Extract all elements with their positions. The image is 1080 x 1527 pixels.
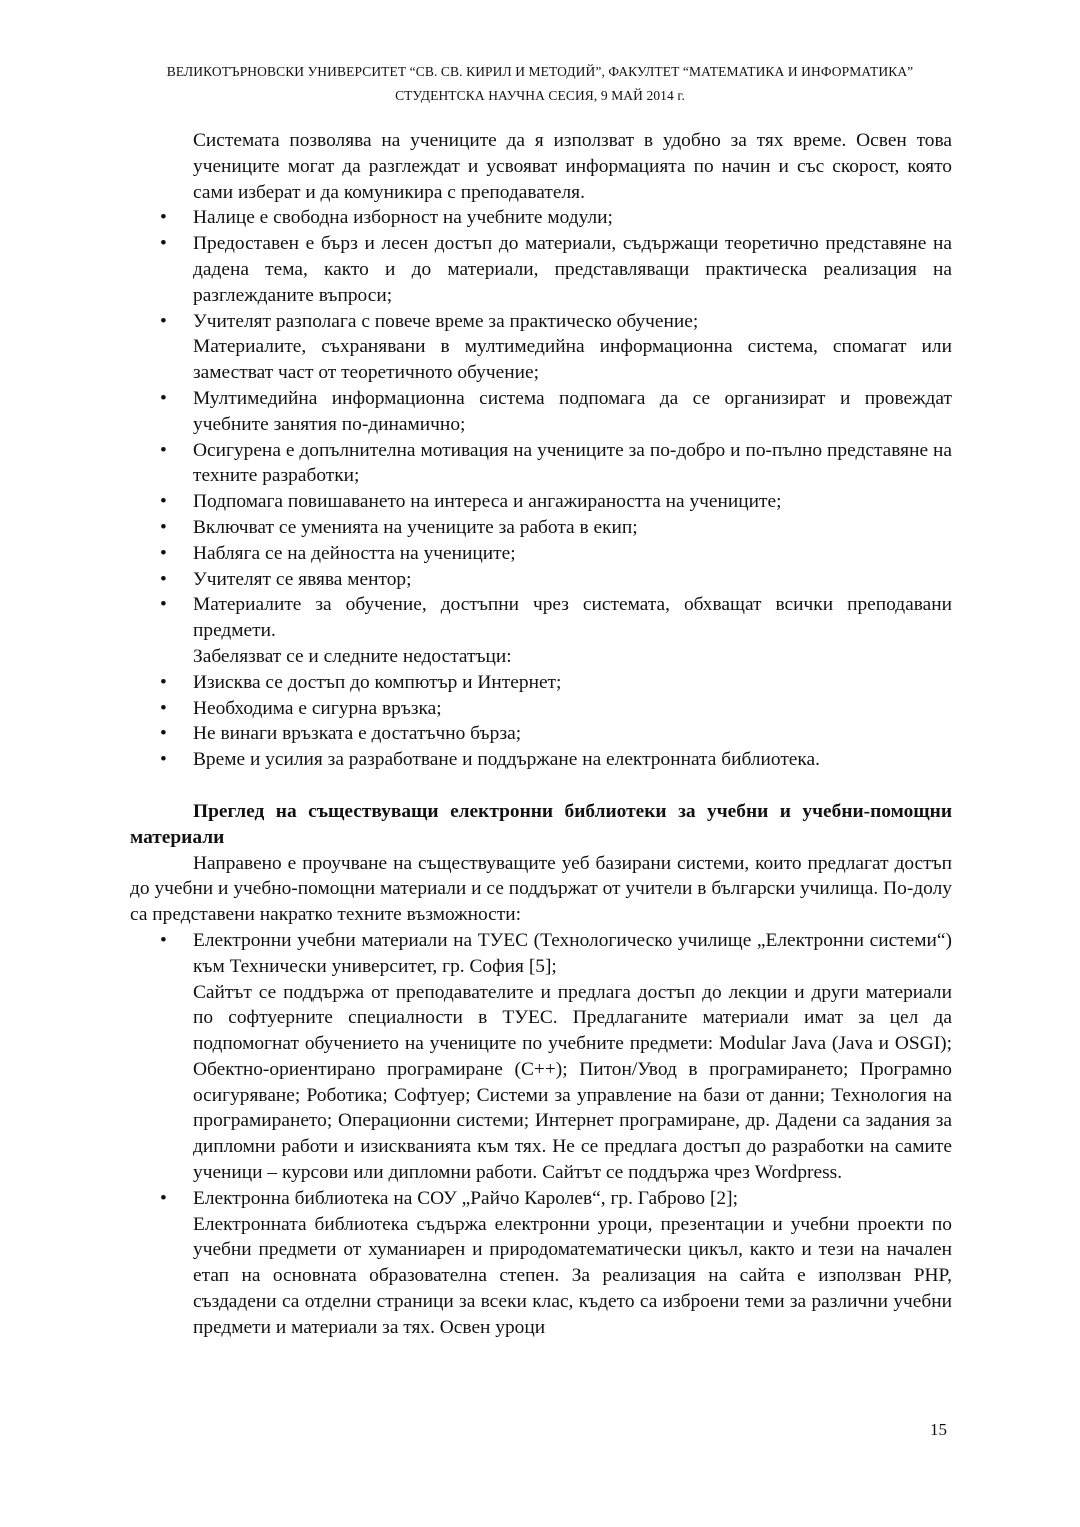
advantage-text: Учителят се явява ментор; (193, 568, 412, 590)
advantage-text: Налице е свободна изборност на учебните модули; (193, 207, 613, 229)
drawback-item (130, 747, 952, 773)
page-number: 15 (930, 1420, 947, 1439)
advantage-text: Мултимедийна информационна система подпомага да се организират и провеждат учебните занятия по-динамично; (193, 387, 952, 435)
bullet-icon: • (160, 233, 167, 255)
bullet-icon: • (160, 749, 167, 771)
bullet-icon: • (160, 310, 167, 332)
advantage-item (130, 515, 952, 541)
section-intro: Направено е проучване на съществуващите уеб базирани системи, които предлагат достъп до учебни и учебно-помощни материали и се поддържат от учители в български училища. По-долу са представени накратко техните възможности: (130, 852, 952, 926)
bullet-icon: • (160, 568, 167, 590)
running-header-line1: ВЕЛИКОТЪРНОВСКИ УНИВЕРСИТЕТ “СВ. СВ. КИРИЛ И МЕТОДИЙ”, ФАКУЛТЕТ “МАТЕМАТИКА И ИНФОРМАТИКА” (166, 64, 914, 79)
advantage-item (130, 567, 952, 593)
advantage-item (130, 386, 952, 438)
page-body (130, 128, 952, 1341)
advantage-text: Материалите за обучение, достъпни чрез системата, обхващат всички преподавани предмети. (193, 594, 952, 642)
bullet-icon: • (160, 929, 167, 951)
bullet-icon: • (160, 1187, 167, 1209)
drawback-text: Време и усилия за разработване и поддържане на електронната библиотека. (193, 749, 820, 771)
running-header-line2: СТУДЕНТСКА НАУЧНА СЕСИЯ, 9 МАЙ 2014 г. (395, 88, 685, 103)
drawback-text: Не винаги връзката е достатъчно бърза; (193, 723, 522, 745)
drawback-item (130, 696, 952, 722)
advantage-item (130, 592, 952, 644)
advantage-text: Набляга се на дейността на учениците; (193, 542, 516, 564)
advantage-item (130, 438, 952, 490)
library-title: Електронни учебни материали на ТУЕС (Технологическо училище „Електронни системи“) към Технически университет, гр. София [5]; (193, 929, 952, 977)
advantage-text: Подпомага повишаването на интереса и ангажираността на учениците; (193, 491, 782, 513)
advantage-text: Учителят разполага с повече време за практическо обучение; (193, 310, 699, 332)
advantage-item (130, 309, 952, 335)
advantage-item (130, 541, 952, 567)
advantage-text: Осигурена е допълнителна мотивация на учениците за по-добро и по-пълно представяне на техните разработки; (193, 439, 952, 487)
library-description: Електронната библиотека съдържа електронни уроци, презентации и учебни проекти по учебни предмети от хуманиарен и природоматематически цикъл, както и тези на начален етап на основната образователна степен. За реализация на сайта е използван PHP, създадени са отделни страници за всеки клас, където са изброени теми за различни учебни предмети и материали за тях. Освен уроци (193, 1213, 952, 1338)
section-heading: Преглед на съществуващи електронни библиотеки за учебни и учебни-помощни материали (130, 800, 952, 848)
drawback-text: Изисква се достъп до компютър и Интернет; (193, 671, 562, 693)
intro-paragraph: Системата позволява на учениците да я използват в удобно за тях време. Освен това учениците могат да разглеждат и усвояват информацията по начин и със скорост, която сами изберат и да комуникира с преподавателя. (193, 130, 952, 203)
bullet-icon: • (160, 594, 167, 616)
drawback-item (130, 721, 952, 747)
bullet-icon: • (160, 542, 167, 564)
library-item (130, 928, 952, 980)
drawback-item (130, 670, 952, 696)
advantage-item (130, 489, 952, 515)
advantage-item (130, 205, 952, 231)
advantage-text: Включват се уменията на учениците за работа в екип; (193, 516, 638, 538)
drawbacks-intro: Забелязват се и следните недостатъци: (193, 645, 512, 667)
bullet-icon: • (160, 671, 167, 693)
bullet-icon: • (160, 516, 167, 538)
drawback-text: Необходима е сигурна връзка; (193, 697, 442, 719)
bullet-icon: • (160, 697, 167, 719)
bullet-icon: • (160, 387, 167, 409)
library-title: Електронна библиотека на СОУ „Райчо Каролев“, гр. Габрово [2]; (193, 1187, 738, 1209)
materials-note: Материалите, съхранявани в мултимедийна информационна система, спомагат или заместват част от теоретичното обучение; (193, 336, 952, 384)
bullet-icon: • (160, 491, 167, 513)
library-description: Сайтът се поддържа от преподавателите и предлага достъп до лекции и други материали по софтуерните специалности в ТУЕС. Предлаганите материали имат за цел да подпомогнат обучението на учениците по учебните предмети: Modular Java (Java и OSGI); Обектно-ориентирано програмиране (C++); Питон/Увод в програмирането; Програмно осигуряване; Роботика; Софтуер; Системи за управление на бази от данни; Технология на програмирането; Операционни системи; Интернет програмиране, др. Дадени са задания за дипломни работи и изискванията към тях. Не се предлага достъп до разработки на самите ученици – курсови или дипломни работи. Сайтът се поддържа чрез Wordpress. (193, 981, 952, 1184)
bullet-icon: • (160, 439, 167, 461)
bullet-icon: • (160, 723, 167, 745)
advantage-text: Предоставен е бърз и лесен достъп до материали, съдържащи теоретично представяне на дадена тема, както и до материали, представляващи практическа реализация на разглежданите въпроси; (193, 233, 952, 306)
library-item (130, 1186, 952, 1212)
bullet-icon: • (160, 207, 167, 229)
advantage-item (130, 231, 952, 308)
